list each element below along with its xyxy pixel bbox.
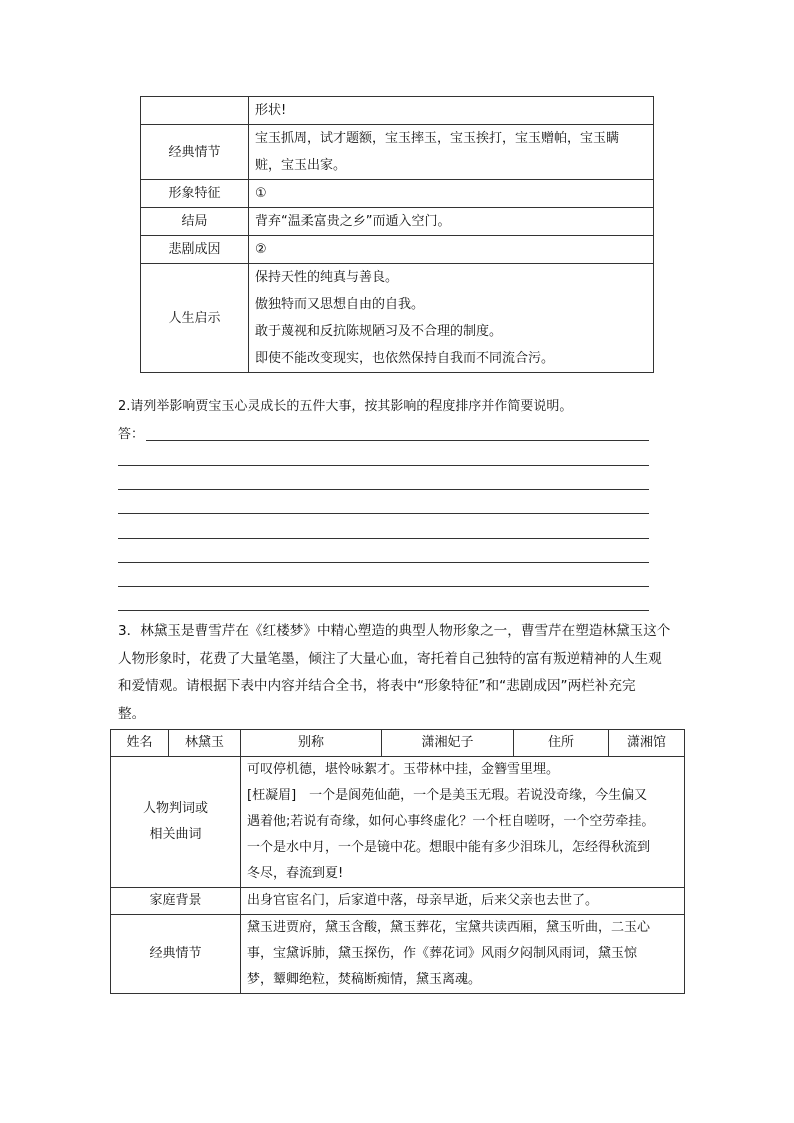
content-line: 保持天性的纯真与善良。: [255, 270, 399, 285]
name-label: 姓名: [111, 730, 169, 757]
answer-line[interactable]: [118, 562, 649, 563]
plots-line: 事，宝黛诉肺，黛玉探伤，作《葬花词》风雨夕闷制风雨词，黛玉惊: [247, 946, 638, 961]
daiyu-table: [110, 729, 685, 994]
question-3-text: [118, 618, 678, 728]
verdict-line: 遇着他;若说有奇缘，如何心事终虚化？一个枉自嗟呀，一个空劳牵挂。: [247, 814, 655, 829]
question-3-line: 人物形象时，花费了大量笔墨，倾注了大量心血，寄托着自己独特的富有叛逆精神的人生观: [118, 650, 662, 667]
row-label-tragedy-cause: 悲剧成因: [141, 236, 249, 264]
table-row: [111, 757, 685, 888]
table-row: [141, 180, 654, 208]
verdict-label-line: 相关曲词: [149, 827, 202, 842]
plots-line: 黛玉进贾府，黛玉含酸，黛玉葬花，宝黛共读西厢，黛玉听曲，二玉心: [247, 920, 651, 935]
question-3-line: 和爱情观。请根据下表中内容并结合全书，将表中“形象特征”和“悲剧成因”两栏补充完: [118, 678, 636, 694]
table-row: [111, 730, 685, 757]
plots-line: 梦，颦卿绝粒，焚稿断痴情，黛玉离魂。: [247, 972, 482, 987]
question-3-line: 3．林黛玉是曹雪芹在《红楼梦》中精心塑造的典型人物形象之一，曹雪芹在塑造林黛玉这个: [118, 623, 671, 639]
plots-label: 经典情节: [111, 915, 241, 994]
answer-line[interactable]: [118, 586, 649, 587]
content-line: 背弃“温柔富贵之乡”而遁入空门。: [255, 214, 451, 229]
table-row: [141, 125, 654, 180]
blank-marker-2: ②: [255, 242, 267, 257]
row-label-ending: 结局: [141, 208, 249, 236]
name-value: 林黛玉: [169, 730, 241, 757]
row-label-life-insight: 人生启示: [141, 264, 249, 373]
background-content: 出身官宦名门，后家道中落，母亲早逝，后来父亲也去世了。: [241, 888, 685, 915]
row-content: [249, 264, 654, 373]
question-3-line: 整。: [118, 705, 146, 722]
table-row: [111, 915, 685, 994]
row-label-image-traits: 形象特征: [141, 180, 249, 208]
content-line: 即使不能改变现实，也依然保持自我而不同流合污。: [255, 351, 555, 366]
table-row: [111, 888, 685, 915]
content-line: 赃，宝玉出家。: [255, 158, 347, 173]
answer-line[interactable]: [118, 610, 649, 611]
table-row: [141, 208, 654, 236]
content-line: 宝玉抓周，试才题额，宝玉摔玉，宝玉挨打，宝玉赠帕，宝玉瞒: [255, 131, 620, 146]
alias-label: 别称: [241, 730, 382, 757]
background-label: 家庭背景: [111, 888, 241, 915]
answer-line[interactable]: [118, 489, 649, 490]
alias-value: 潇湘妃子: [382, 730, 514, 757]
question-2-text: 2.请列举影响贾宝玉心灵成长的五件大事，按其影响的程度排序并作简要说明。: [118, 399, 573, 414]
baoyu-table: [140, 96, 654, 373]
row-content: [249, 125, 654, 180]
answer-line[interactable]: [118, 538, 649, 539]
answer-line[interactable]: [118, 465, 649, 466]
verdict-line: 一个是水中月，一个是镜中花。想眼中能有多少泪珠儿，怎经得秋流到: [247, 840, 651, 855]
row-content: [249, 236, 654, 264]
blank-marker-1: ①: [255, 186, 267, 201]
content-line: 敢于蔑视和反抗陈规陋习及不合理的制度。: [255, 324, 503, 339]
row-content: [249, 97, 654, 125]
answer-line[interactable]: [118, 513, 649, 514]
verdict-line: 冬尽，春流到夏!: [247, 866, 344, 881]
verdict-line: [枉凝眉] 一个是阆苑仙葩，一个是美玉无瑕。若说没奇缘，今生偏又: [247, 788, 648, 803]
verdict-content: [241, 757, 685, 888]
row-content: [249, 208, 654, 236]
content-line: 形状!: [255, 103, 287, 118]
verdict-label: [111, 757, 241, 888]
row-label: [141, 97, 249, 125]
content-line: 傲独特而又思想自由的自我。: [255, 297, 425, 312]
verdict-label-line: 人物判词或: [142, 801, 208, 816]
answer-label: 答：: [118, 427, 145, 442]
row-content: [249, 180, 654, 208]
row-label-classic-plots: 经典情节: [141, 125, 249, 180]
plots-content: [241, 915, 685, 994]
table-row: [141, 97, 654, 125]
answer-line[interactable]: [146, 440, 649, 441]
residence-value: 潇湘馆: [609, 730, 685, 757]
table-row: [141, 264, 654, 373]
verdict-line: 可叹停机德，堪怜咏絮才。玉带林中挂，金簪雪里埋。: [247, 762, 560, 777]
table-row: [141, 236, 654, 264]
residence-label: 住所: [514, 730, 609, 757]
